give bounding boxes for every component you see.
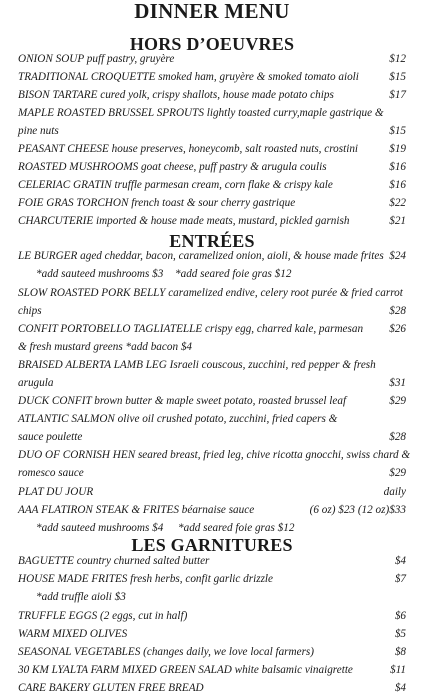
menu-item-charcuterie: [18, 214, 406, 228]
menu-item-description: CONFIT PORTOBELLO TAGLIATELLE crispy egg, charred kale, parmesan: [18, 323, 364, 335]
menu-item-price: $11: [390, 664, 406, 676]
menu-item-price: $31: [389, 377, 406, 389]
menu-item-description: PEASANT CHEESE house preserves, honeycomb, salt roasted nuts, crostini: [18, 143, 359, 155]
menu-item-warm-mixed-olives: [18, 627, 406, 641]
menu-item-baguette: [18, 554, 406, 568]
menu-item-price: $16: [389, 179, 406, 191]
menu-item-price: $19: [389, 143, 406, 155]
menu-item-le-burger: [18, 249, 406, 263]
menu-item-description: CELERIAC GRATIN truffle parmesan cream, corn flake & crispy kale: [18, 179, 333, 191]
menu-item-description: DUCK CONFIT brown butter & maple sweet potato, roasted brussel leaf: [18, 395, 347, 407]
menu-item-description: DUO OF CORNISH HEN seared breast, fried leg, chive ricotta gnocchi, swiss chard &: [18, 449, 411, 461]
menu-item-price: $22: [389, 197, 406, 209]
menu-item-price: $5: [394, 628, 406, 640]
menu-item-description: ATLANTIC SALMON olive oil crushed potato, zucchini, fried capers &: [18, 413, 338, 425]
menu-item-description: TRADITIONAL CROQUETTE smoked ham, gruyère & smoked tomato aioli: [18, 71, 359, 83]
menu-item-maple-brussel-sprouts-cont: [18, 124, 406, 138]
menu-item-flatiron-steak: [18, 503, 406, 517]
menu-item-price: $15: [389, 125, 406, 137]
menu-item-price: $12: [389, 53, 406, 65]
menu-item-description: FOIE GRAS TORCHON french toast & sour cherry gastrique: [18, 197, 296, 209]
section-heading-hors-doeuvres: HORS D’OEUVRES: [129, 34, 295, 54]
section-heading-les-garnitures: LES GARNITURES: [131, 535, 293, 555]
menu-item-roasted-mushrooms: [18, 160, 406, 174]
menu-item-pork-belly: [18, 286, 406, 300]
menu-item-atlantic-salmon-cont: [18, 430, 406, 444]
menu-item-lamb-leg-cont: [18, 376, 406, 390]
menu-item-description: PLAT DU JOUR: [18, 486, 94, 498]
menu-item-description: pine nuts: [18, 125, 59, 137]
menu-item-description: chips: [18, 305, 42, 317]
menu-item-traditional-croquette: [18, 70, 406, 84]
menu-item-description: arugula: [18, 377, 54, 389]
menu-item-description: SEASONAL VEGETABLES (changes daily, we love local farmers): [18, 646, 315, 658]
menu-item-truffle-eggs: [18, 609, 406, 623]
steak-addon-foie-gras: *add seared foie gras $12: [178, 522, 295, 534]
menu-title: DINNER MENU: [134, 0, 290, 23]
menu-item-seasonal-vegetables: [18, 645, 406, 659]
menu-item-description: HOUSE MADE FRITES fresh herbs, confit garlic drizzle: [18, 573, 274, 585]
menu-item-price: $7: [394, 573, 406, 585]
menu-item-price: $17: [389, 89, 406, 101]
menu-item-price: daily: [383, 486, 406, 498]
menu-item-plat-du-jour: [18, 485, 406, 499]
menu-item-price: $8: [394, 646, 406, 658]
menu-item-price: $16: [389, 161, 406, 173]
menu-item-description: CARE BAKERY GLUTEN FREE BREAD: [18, 682, 204, 694]
steak-addon-mushrooms: *add sauteed mushrooms $4: [36, 522, 164, 534]
menu-item-bison-tartare: [18, 88, 406, 102]
menu-item-description: 30 KM LYALTA FARM MIXED GREEN SALAD white balsamic vinaigrette: [18, 664, 353, 676]
menu-item-description: ROASTED MUSHROOMS goat cheese, puff pastry & arugula coulis: [18, 161, 327, 173]
menu-item-description: BAGUETTE country churned salted butter: [18, 555, 210, 567]
menu-item-description: romesco sauce: [18, 467, 84, 479]
menu-item-price: $28: [389, 305, 406, 317]
menu-item-price: $15: [389, 71, 406, 83]
menu-item-gluten-free-bread: [18, 681, 406, 695]
menu-item-price: $26: [389, 323, 406, 335]
menu-item-atlantic-salmon: [18, 412, 406, 426]
menu-item-mixed-green-salad: [18, 663, 406, 677]
burger-addon-foie-gras: *add seared foie gras $12: [175, 268, 292, 280]
menu-item-foie-gras-torchon: [18, 196, 406, 210]
menu-item-onion-soup: [18, 52, 406, 66]
menu-item-description: WARM MIXED OLIVES: [18, 628, 128, 640]
menu-item-house-made-frites: [18, 572, 406, 586]
menu-item-price: $21: [389, 215, 406, 227]
menu-item-description: LE BURGER aged cheddar, bacon, caramelized onion, aioli, & house made frites: [18, 250, 384, 262]
burger-addon-mushrooms: *add sauteed mushrooms $3: [36, 268, 164, 280]
menu-item-price: $29: [389, 467, 406, 479]
menu-item-confit-portobello: [18, 322, 406, 336]
menu-item-lamb-leg: [18, 358, 406, 372]
menu-item-maple-brussel-sprouts: [18, 106, 406, 120]
menu-item-price: $4: [394, 682, 406, 694]
menu-item-cornish-hen-cont: [18, 466, 406, 480]
menu-item-price: $6: [394, 610, 406, 622]
menu-item-confit-portobello-cont: [18, 340, 406, 354]
menu-item-description: BISON TARTARE cured yolk, crispy shallots, house made potato chips: [18, 89, 334, 101]
menu-item-price: $4: [394, 555, 406, 567]
menu-item-description: BRAISED ALBERTA LAMB LEG Israeli couscous, zucchini, red pepper & fresh: [18, 359, 376, 371]
menu-item-description: MAPLE ROASTED BRUSSEL SPROUTS lightly toasted curry,maple gastrique &: [18, 107, 384, 119]
menu-item-price: $29: [389, 395, 406, 407]
menu-item-pork-belly-cont: [18, 304, 406, 318]
section-heading-entrees: ENTRÉES: [169, 231, 255, 251]
menu-item-description: CHARCUTERIE imported & house made meats, mustard, pickled garnish: [18, 215, 350, 227]
menu-item-description: ONION SOUP puff pastry, gruyère: [18, 53, 175, 65]
menu-item-duck-confit: [18, 394, 406, 408]
menu-item-description: sauce poulette: [18, 431, 83, 443]
menu-item-peasant-cheese: [18, 142, 406, 156]
menu-item-description: SLOW ROASTED PORK BELLY caramelized endive, celery root purée & fried carrot: [18, 287, 403, 299]
menu-item-price: $24: [389, 250, 406, 262]
menu-item-cornish-hen: [18, 448, 411, 462]
frites-addon-truffle-aioli: *add truffle aioli $3: [36, 591, 126, 603]
menu-item-description: AAA FLATIRON STEAK & FRITES béarnaise sauce: [18, 504, 255, 516]
menu-item-price: (6 oz) $23 (12 oz)$33: [309, 504, 406, 516]
menu-item-price: $28: [389, 431, 406, 443]
menu-item-description: TRUFFLE EGGS (2 eggs, cut in half): [18, 610, 188, 622]
menu-item-description: & fresh mustard greens *add bacon $4: [18, 341, 193, 353]
menu-item-celeriac-gratin: [18, 178, 406, 192]
